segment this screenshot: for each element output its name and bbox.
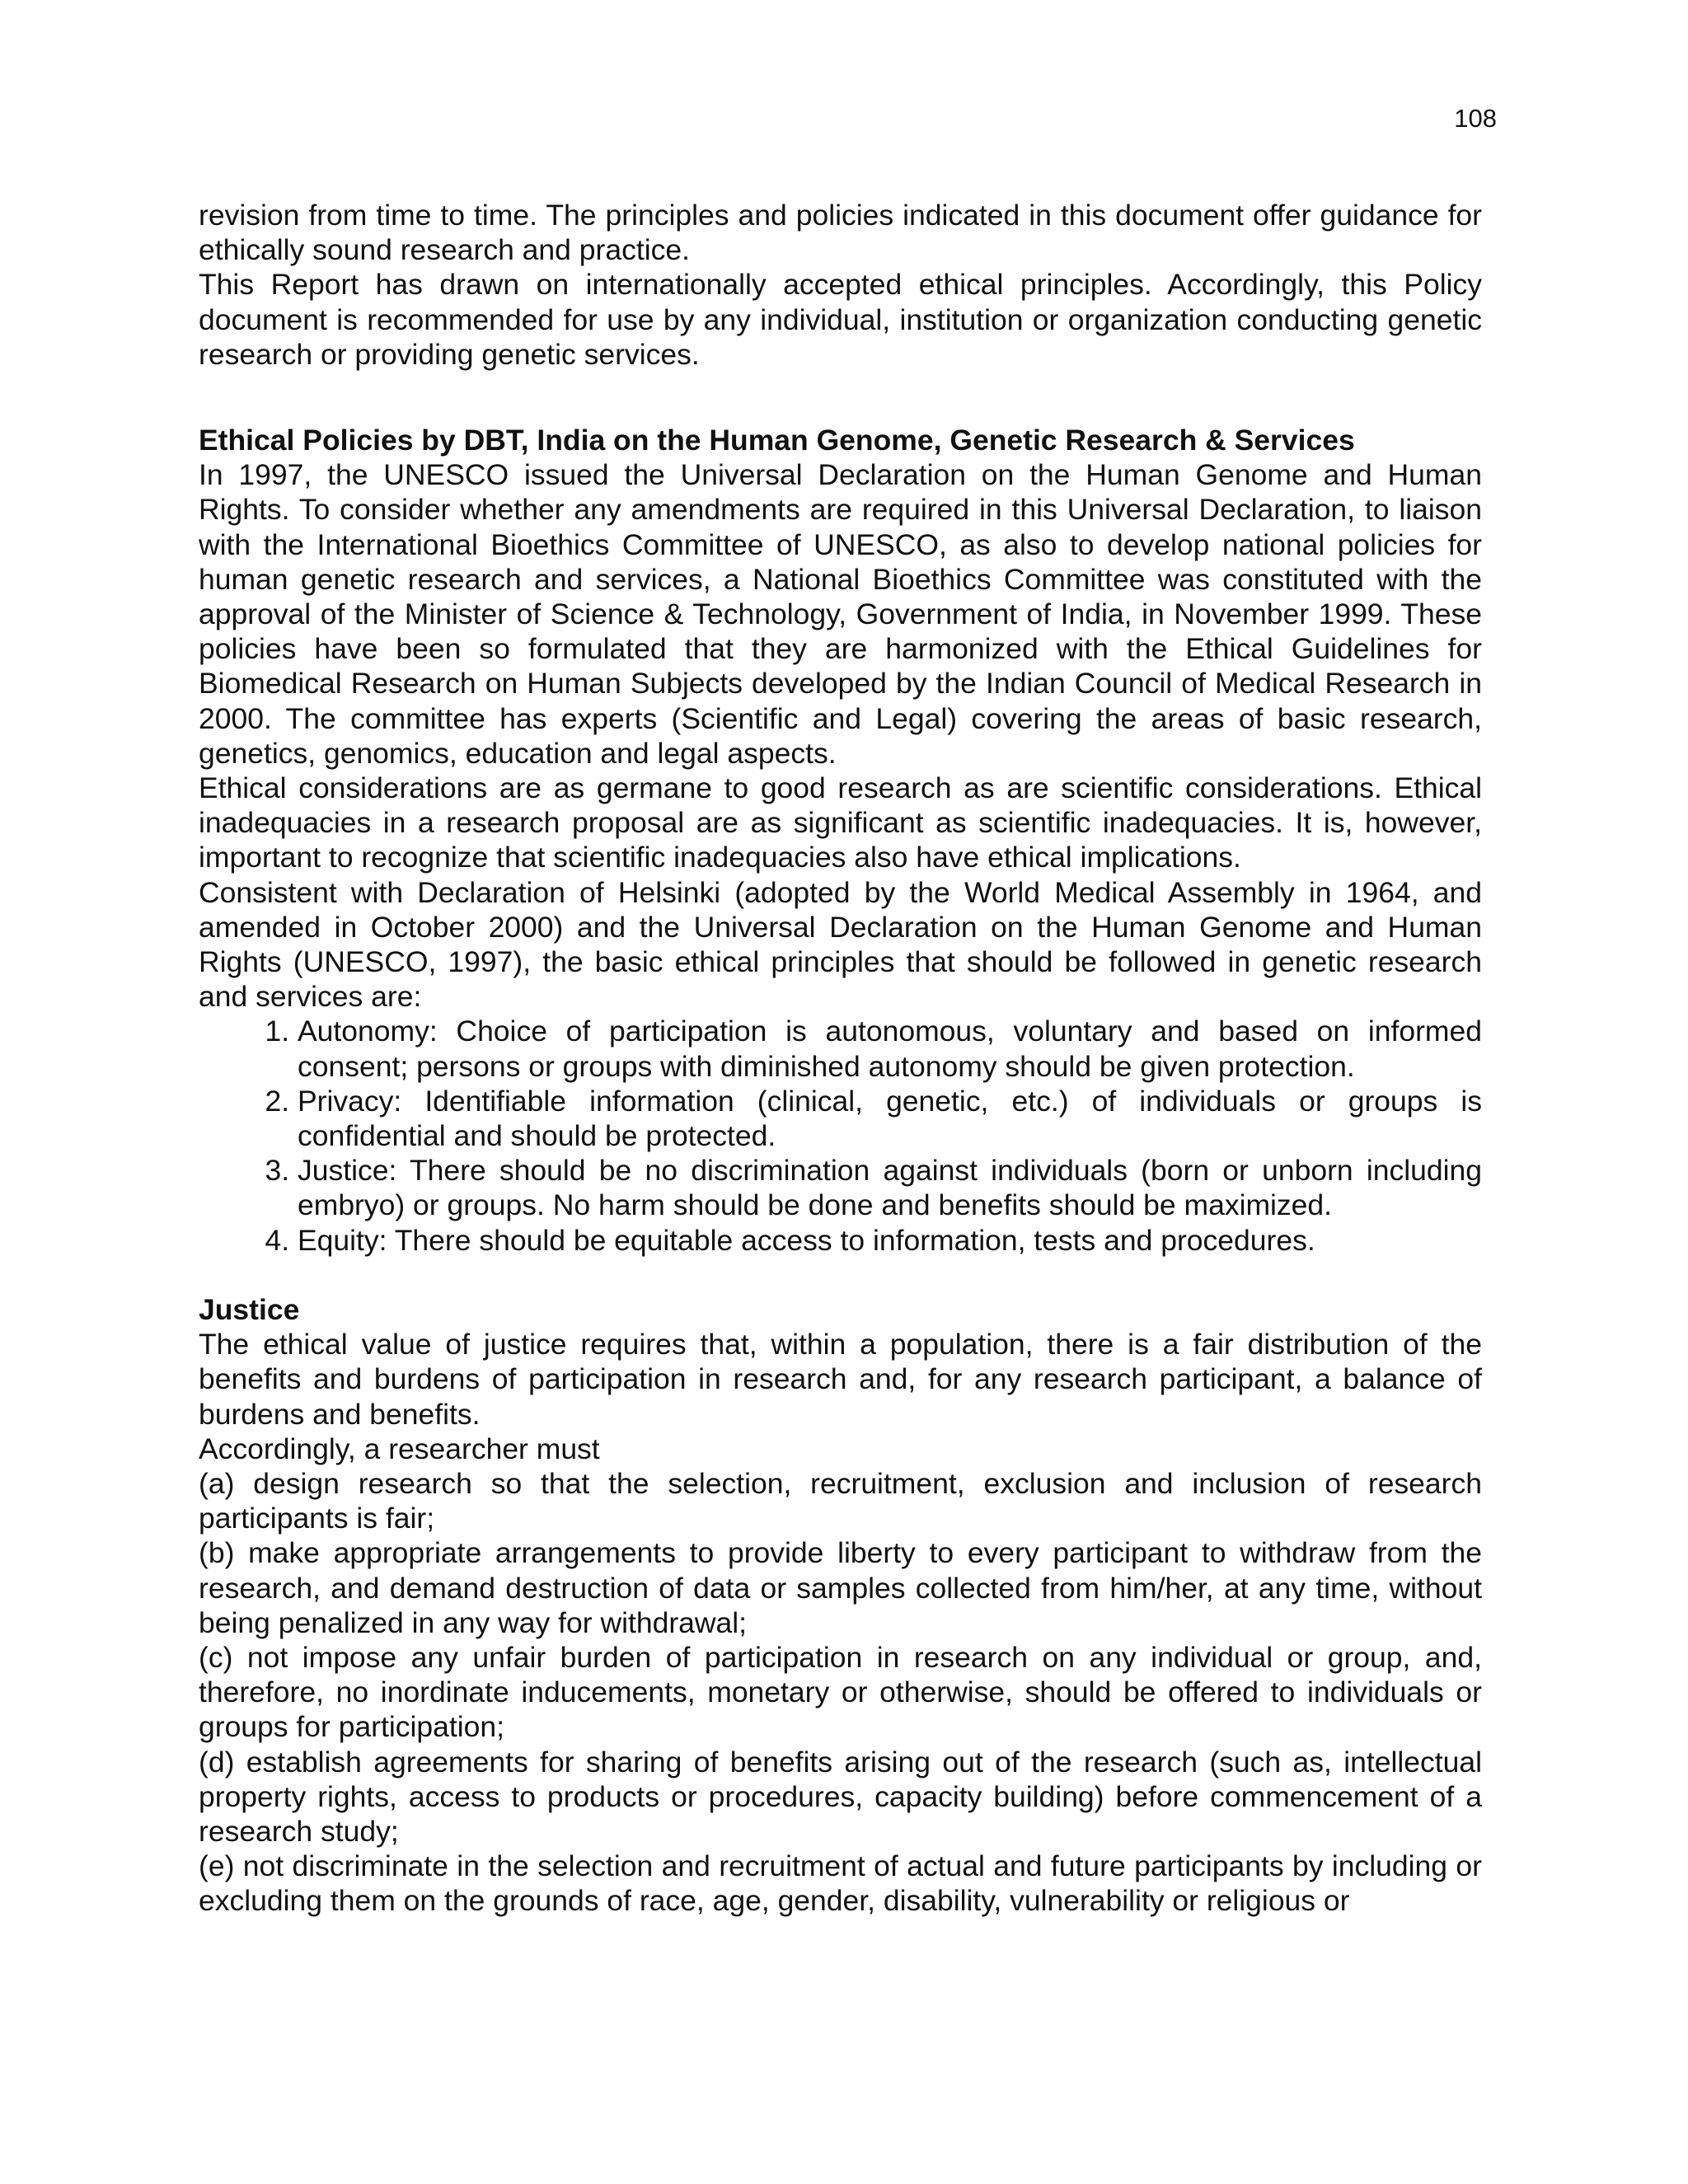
section1-paragraph-1: In 1997, the UNESCO issued the Universal Declaration on the Human Genome and Human Rights. To consider whether any amendments are required in this Universal Declaration, to liaison with the International Bioethics Committee of UNESCO, as also to develop national policies for human genetic research and services, a National Bioethics Committee was constituted with the approval of the Minister of Science & Technology, Government of India, in November 1999. These policies have been so formulated that they are harmonized with the Ethical Guidelines for Biomedical Research on Human Subjects developed by the Indian Council of Medical Research in 2000. The committee has experts (Scientific and Legal) covering the areas of basic research, genetics, genomics, education and legal aspects. — [199, 458, 1482, 770]
principle-equity: 4. Equity: There should be equitable access to information, tests and procedures. — [298, 1223, 1482, 1258]
section-heading-ethical-policies: Ethical Policies by DBT, India on the Human Genome, Genetic Research & Services — [199, 424, 1355, 457]
justice-item-d: (d) establish agreements for sharing of benefits arising out of the research (such as, intellectual property rights, access to products or procedures, capacity building) before commencement of a research study; — [199, 1745, 1482, 1848]
page-number: 108 — [1454, 104, 1497, 133]
section-heading-justice: Justice — [199, 1292, 300, 1326]
principle-justice: 3. Justice: There should be no discrimination against individuals (born or unborn including embryo) or groups. No harm should be done and benefits should be maximized. — [298, 1153, 1482, 1222]
justice-item-a: (a) design research so that the selection, recruitment, exclusion and inclusion of research participants is fair; — [199, 1466, 1482, 1535]
principles-list — [199, 1014, 1482, 1257]
principle-autonomy: 1. Autonomy: Choice of participation is autonomous, voluntary and based on informed consent; persons or groups with diminished autonomy should be given protection. — [298, 1014, 1482, 1083]
intro-paragraph-1: revision from time to time. The principles and policies indicated in this document offer guidance for ethically sound research and practice. — [199, 199, 1482, 267]
intro-paragraph-2: This Report has drawn on internationally accepted ethical principles. Accordingly, this Policy document is recommended for use by any individual, institution or organization conducting genetic research or providing genetic services. — [199, 268, 1482, 371]
justice-paragraph-2: Accordingly, a researcher must — [199, 1432, 600, 1465]
justice-paragraph-1: The ethical value of justice requires that, within a population, there is a fair distribution of the benefits and burdens of participation in research and, for any research participant, a balance of burdens and benefits. — [199, 1328, 1482, 1431]
justice-item-e: (e) not discriminate in the selection and recruitment of actual and future participants by including or excluding them on the grounds of race, age, gender, disability, vulnerability or religious or — [199, 1849, 1482, 1918]
justice-item-b: (b) make appropriate arrangements to provide liberty to every participant to withdraw from the research, and demand destruction of data or samples collected from him/her, at any time, without being penalized in any way for withdrawal; — [199, 1536, 1482, 1639]
section1-paragraph-3: Consistent with Declaration of Helsinki (adopted by the World Medical Assembly in 1964, and amended in October 2000) and the Universal Declaration on the Human Genome and Human Rights (UNESCO, 1997), the basic ethical principles that should be followed in genetic research and services are: — [199, 875, 1482, 1014]
principle-privacy: 2. Privacy: Identifiable information (clinical, genetic, etc.) of individuals or groups is confidential and should be protected. — [298, 1084, 1482, 1153]
justice-item-c: (c) not impose any unfair burden of participation in research on any individual or group, and, therefore, no inordinate inducements, monetary or otherwise, should be offered to individuals or groups for participation; — [199, 1640, 1482, 1744]
section1-paragraph-2: Ethical considerations are as germane to good research as are scientific considerations. Ethical inadequacies in a research proposal are as significant as scientific inadequacies. It is, however, important to recognize that scientific inadequacies also have ethical implications. — [199, 771, 1482, 874]
document-body — [199, 198, 1482, 1919]
